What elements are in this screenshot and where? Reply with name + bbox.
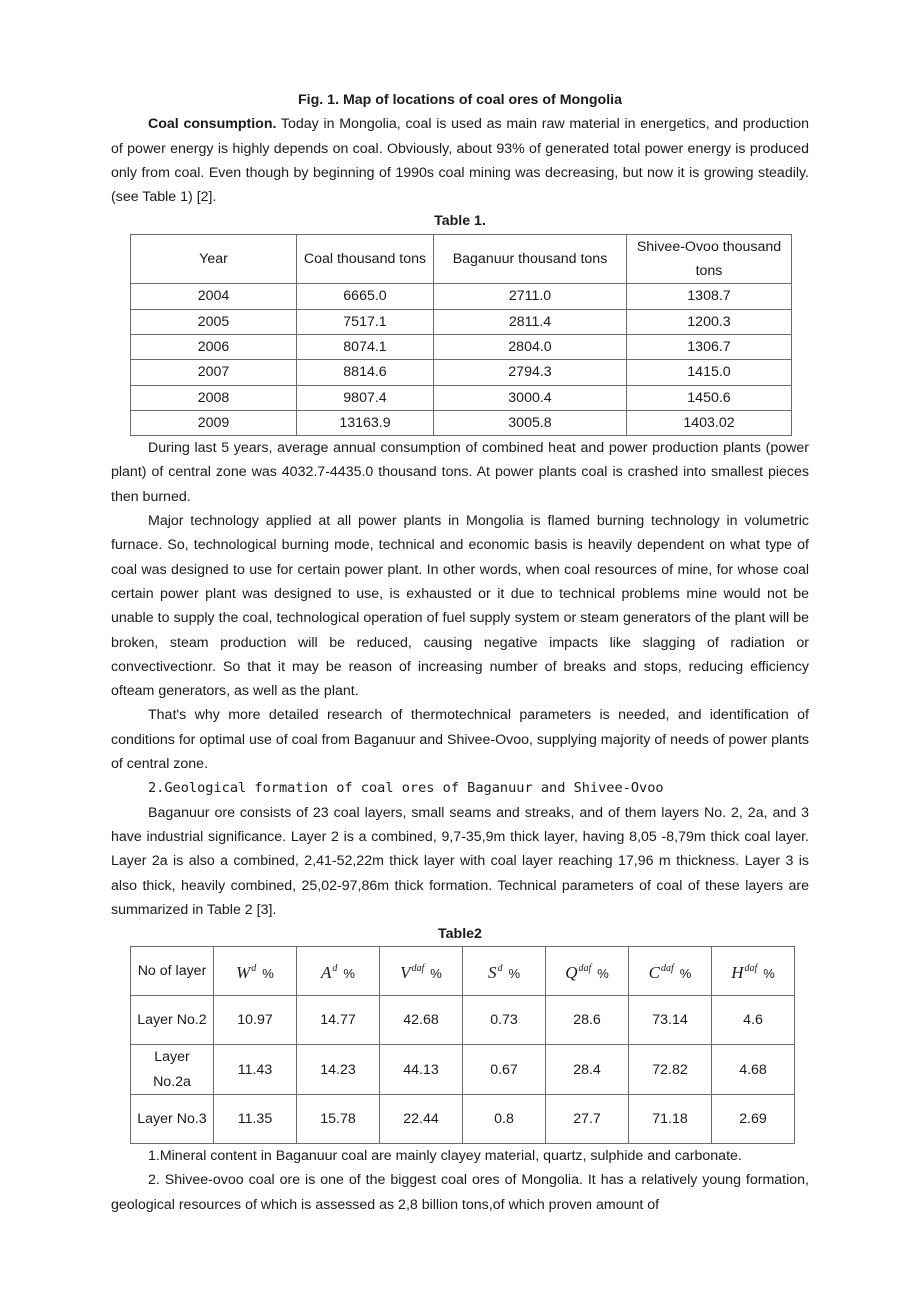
table-cell: 11.43	[214, 1045, 297, 1095]
paragraph: Baganuur ore consists of 23 coal layers, small seams and streaks, and of them layers No. 2, 2a, and 3 have industrial significance. Layer 2 is a combined, 9,7-35,9m thick layer, having 8,05 -8,79m thick coal layer. Layer 2a is also a combined, 2,41-52,22m thick layer with coal layer reaching 17,96 m thickness. Layer 3 is also thick, heavily combined, 25,02-97,86m thick formation. Technical parameters of coal of these layers are summarized in Table 2 [3].	[111, 804, 809, 918]
table-cell: 27.7	[546, 1094, 629, 1143]
table-row	[131, 334, 792, 359]
table-cell: 2007	[131, 360, 297, 385]
table-cell: 13163.9	[297, 410, 434, 435]
table-cell: 10.97	[214, 996, 297, 1045]
table-row	[131, 360, 792, 385]
table-cell: 14.23	[297, 1045, 380, 1095]
table-cell: 8814.6	[297, 360, 434, 385]
table-cell: 3005.8	[434, 410, 627, 435]
table-cell: 2794.3	[434, 360, 627, 385]
table-row	[131, 284, 792, 309]
paragraph: That's why more detailed research of thermotechnical parameters is needed, and identification of conditions for optimal use of coal from Baganuur and Shivee-Ovoo, supplying majority of needs of power plants of central zone.	[111, 707, 809, 773]
param-symbol: $S^d$	[487, 962, 503, 982]
table-header-cell: $A^d$ %	[297, 947, 380, 996]
table-row	[131, 1094, 795, 1143]
table-header-cell: Coal thousand tons	[297, 234, 434, 284]
table-cell: 4.68	[712, 1045, 795, 1095]
table-cell: 1306.7	[627, 334, 792, 359]
table-cell: 1308.7	[627, 284, 792, 309]
table1	[130, 234, 792, 436]
param-symbol: $H^{daf}$	[731, 962, 758, 982]
table-header-cell: Baganuur thousand tons	[434, 234, 627, 284]
table-header-cell: $V^{daf}$ %	[380, 947, 463, 996]
table-cell: 14.77	[297, 996, 380, 1045]
table-cell: 0.8	[463, 1094, 546, 1143]
table-cell: 42.68	[380, 996, 463, 1045]
table-cell: 2804.0	[434, 334, 627, 359]
table-cell: 11.35	[214, 1094, 297, 1143]
paragraph: 1.Mineral content in Baganuur coal are mainly clayey material, quartz, sulphide and carbonate.	[148, 1147, 742, 1164]
table-header-cell: No of layer	[131, 947, 214, 996]
table-cell: 73.14	[629, 996, 712, 1045]
table-cell: 8074.1	[297, 334, 434, 359]
table-cell: 3000.4	[434, 385, 627, 410]
table-header-cell: Shivee-Ovoo thousand tons	[627, 234, 792, 284]
param-symbol: $Q^{daf}$	[565, 962, 592, 982]
table-cell: 2004	[131, 284, 297, 309]
table-cell: 28.6	[546, 996, 629, 1045]
paragraph: Major technology applied at all power plants in Mongolia is flamed burning technology in volumetric furnace. So, technological burning mode, technical and economic basis is heavily dependent on what type of coal was designed to use for certain power plant. In other words, when coal resources of mine, for whose coal certain power plant was designed to use, is exhausted or it due to technical problems mine would not be unable to supply the coal, technological operation of fuel supply system or steam generators of the plant will be broken, steam production will be reduced, causing negative impacts like slagging of radiation or convectivectionr. So that it may be reason of increasing number of breaks and stops, reducing efficiency ofteam generators, as well as the plant.	[111, 513, 809, 700]
table-row	[131, 309, 792, 334]
table-header-row	[131, 234, 792, 284]
table-cell: 22.44	[380, 1094, 463, 1143]
table-cell: 28.4	[546, 1045, 629, 1095]
table-cell: 2009	[131, 410, 297, 435]
table2-caption: Table2	[438, 926, 482, 943]
table-cell: 2005	[131, 309, 297, 334]
table-row-label: Layer No.2	[131, 996, 214, 1045]
param-symbol: $C^{daf}$	[648, 962, 674, 982]
param-symbol: $W^d$	[236, 962, 257, 982]
table-cell: 15.78	[297, 1094, 380, 1143]
table-row	[131, 410, 792, 435]
figure-caption: Fig. 1. Map of locations of coal ores of Mongolia	[298, 92, 622, 108]
table-header-cell: $W^d$ %	[214, 947, 297, 996]
table-cell: 6665.0	[297, 284, 434, 309]
table-cell: 2008	[131, 385, 297, 410]
table-row	[131, 385, 792, 410]
param-symbol: $V^{daf}$	[400, 962, 425, 982]
paragraph: During last 5 years, average annual consumption of combined heat and power production plants (power plant) of central zone was 4032.7-4435.0 thousand tons. At power plants coal is crashed into smallest pieces then burned.	[111, 440, 809, 505]
table-header-cell: $S^d$ %	[463, 947, 546, 996]
table-cell: 2711.0	[434, 284, 627, 309]
run-in-heading: Coal consumption.	[148, 116, 277, 133]
table-cell: 71.18	[629, 1094, 712, 1143]
table-header-cell: $Q^{daf}$ %	[546, 947, 629, 996]
table-cell: 0.73	[463, 996, 546, 1045]
table-header-cell: $C^{daf}$ %	[629, 947, 712, 996]
table-header-cell: Year	[131, 234, 297, 284]
table-cell: 9807.4	[297, 385, 434, 410]
table-cell: 1200.3	[627, 309, 792, 334]
paragraph-coal-consumption	[111, 112, 809, 209]
table-cell: 72.82	[629, 1045, 712, 1095]
table-row	[131, 1045, 795, 1095]
table-row	[131, 996, 795, 1045]
table-cell: 2811.4	[434, 309, 627, 334]
paper-page	[111, 88, 809, 1217]
table-cell: 2.69	[712, 1094, 795, 1143]
section-heading: 2.Geological formation of coal ores of Baganuur and Shivee-Ovoo	[148, 780, 664, 797]
table-cell: 0.67	[463, 1045, 546, 1095]
table-cell: 7517.1	[297, 309, 434, 334]
paragraph-text: Today in Mongolia, coal is used as main raw material in energetics, and production of power energy is highly depends on coal. Obviously, about 93% of generated total power energy is produced only from coal. Even though by beginning of 1990s coal mining was decreasing, but now it is growing steadily. (see Table 1) [2].	[111, 116, 810, 206]
table-cell: 2006	[131, 334, 297, 359]
table-row-label: Layer No.3	[131, 1094, 214, 1143]
table-cell: 1403.02	[627, 410, 792, 435]
table-header-row	[131, 947, 795, 996]
table-header-cell: $H^{daf}$ %	[712, 947, 795, 996]
table-cell: 4.6	[712, 996, 795, 1045]
table-cell: 1450.6	[627, 385, 792, 410]
table2	[130, 946, 795, 1144]
table-cell: 1415.0	[627, 360, 792, 385]
table-row-label: Layer No.2a	[131, 1045, 214, 1095]
paragraph: 2. Shivee-ovoo coal ore is one of the biggest coal ores of Mongolia. It has a relatively young formation, geological resources of which is assessed as 2,8 billion tons,of which proven amount of	[111, 1172, 809, 1213]
param-symbol: $A^d$	[321, 962, 338, 982]
table-cell: 44.13	[380, 1045, 463, 1095]
table1-caption: Table 1.	[434, 213, 486, 230]
